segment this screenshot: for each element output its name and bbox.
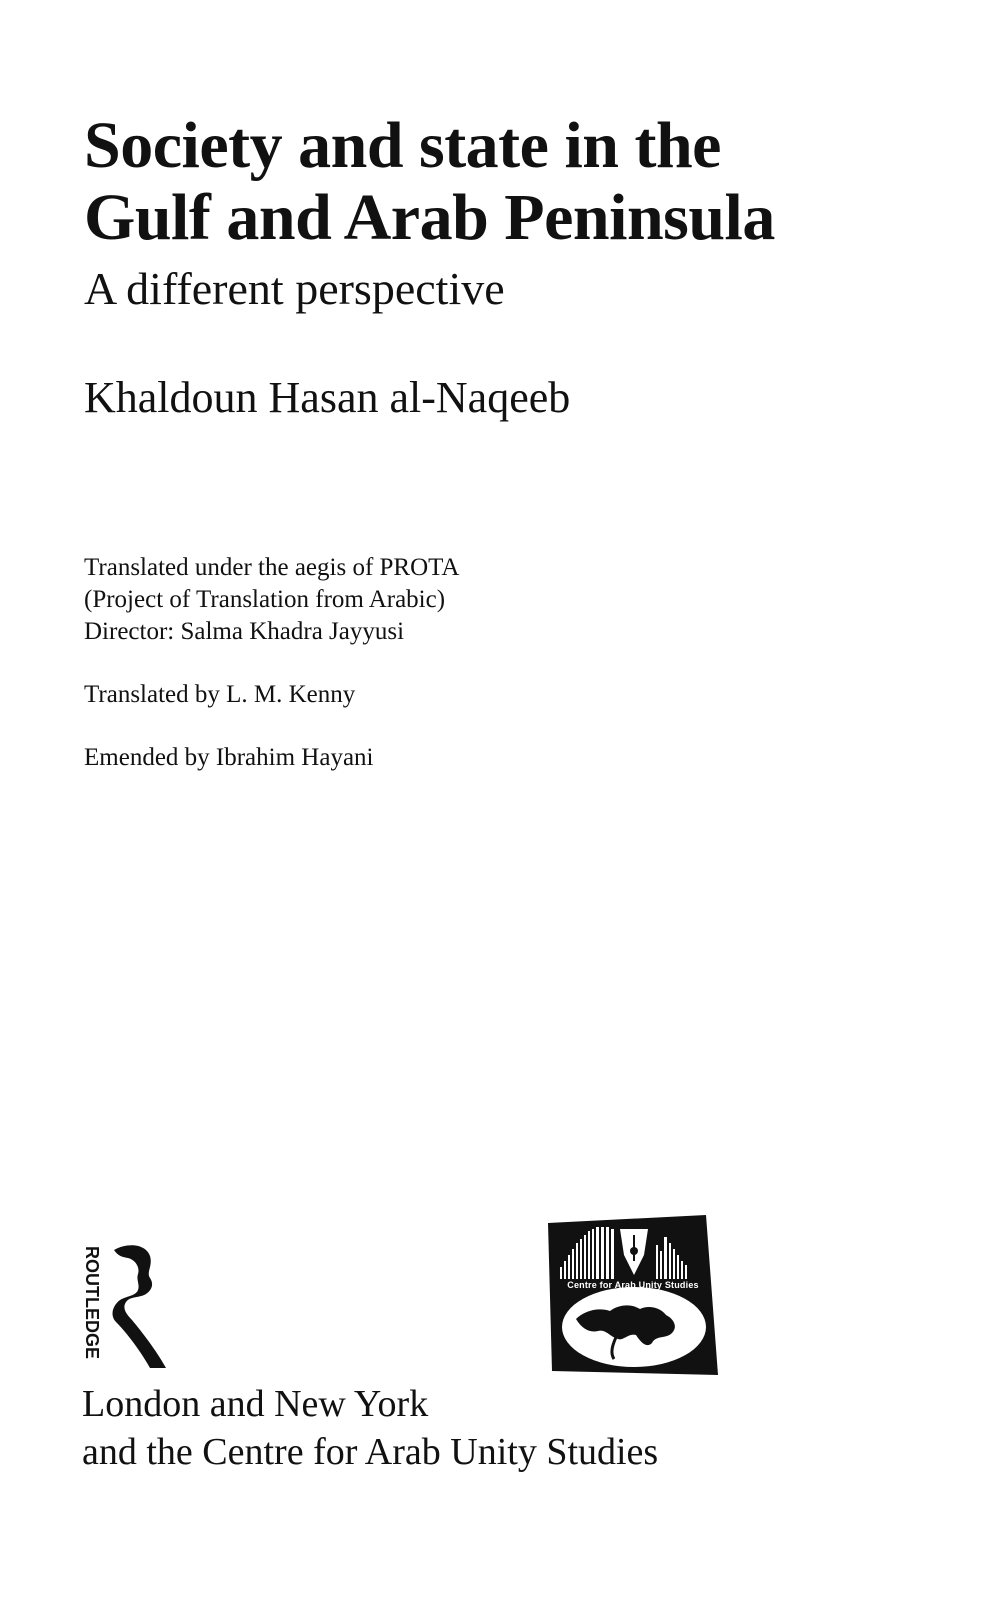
- book-subtitle: A different perspective: [84, 263, 505, 314]
- credits-line-2: (Project of Translation from Arabic): [84, 586, 446, 613]
- emender-credit: Emended by Ibrahim Hayani: [84, 744, 374, 771]
- credits-line-3: Director: Salma Khadra Jayyusi: [84, 618, 405, 645]
- caus-emblem: [548, 1215, 718, 1375]
- book-title: [84, 110, 944, 254]
- imprint-line-1: London and New York: [82, 1383, 429, 1425]
- book-title-line-1: Society and state in the: [84, 109, 721, 182]
- publisher-imprint: [82, 1380, 658, 1476]
- routledge-logo-icon: [80, 1240, 170, 1374]
- translator-credit: Translated by L. M. Kenny: [84, 681, 356, 708]
- book-title-line-2: Gulf and Arab Peninsula: [84, 181, 775, 254]
- credits-line-1: Translated under the aegis of PROTA: [84, 554, 460, 581]
- routledge-r-mark: [106, 1240, 170, 1374]
- imprint-line-2: and the Centre for Arab Unity Studies: [82, 1431, 659, 1473]
- caus-logo-label: Centre for Arab Unity Studies: [567, 1280, 699, 1290]
- routledge-wordmark: ROUTLEDGE: [82, 1246, 102, 1360]
- translation-credits: [84, 552, 460, 774]
- author-name: Khaldoun Hasan al-Naqeeb: [84, 373, 571, 422]
- centre-arab-unity-logo-icon: [548, 1215, 718, 1375]
